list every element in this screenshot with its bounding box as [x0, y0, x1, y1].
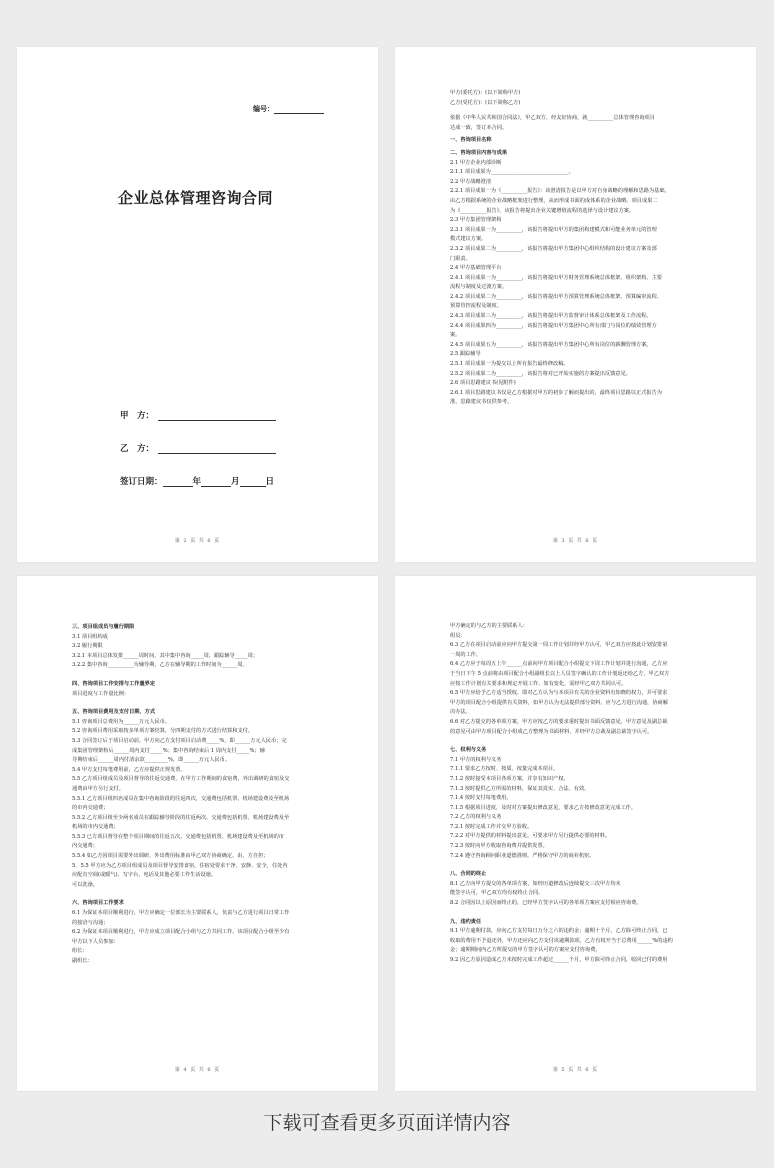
text-line: 预算管控流程及制度。 [450, 303, 502, 310]
text-line: 5.2 咨询项目费用采取按多单项方案结算，分四期支付的方式进行结算和支付。 [72, 728, 254, 735]
year-blank [163, 477, 193, 487]
section-heading: 三、项目组成员与履行期限 [72, 624, 135, 630]
text-line: 5.5.2 乙方项目组至少两名成员在跟踪辅导阶段的往返两次，交通费包括机票、机场建设费及至 [72, 814, 290, 821]
text-line: 2.5.2 项目成果二为__________，该报告将对已开始实施的方案提出反馈意见。 [450, 370, 631, 377]
section-heading: 一、咨询项目名称 [450, 137, 492, 144]
page-footer: 第 3 页 共 6 页 [552, 538, 599, 544]
text-line: 2.6.1 项目思路建议书仅是乙方根据对甲方的初步了解而提出的，最终项目思路以正式报告为 [450, 389, 662, 396]
paragraph-gap [72, 671, 356, 677]
text-line: 2.4.3 项目成果三为__________，该报告将提出甲方监督审计体系总体框架及工作流程。 [450, 313, 652, 320]
text-line: 5.5.4 如乙方因项目需要外出调研，外出费用标准由甲乙双方协商确定，由，方自担； [72, 853, 269, 860]
contract-cover-page [17, 47, 378, 562]
text-line: 的接洽与沟通； [72, 919, 109, 926]
text-line: 2.5.1 项目成果一为提交以上所有报告最终修改稿。 [450, 361, 569, 368]
text-line: 案。 [450, 332, 461, 339]
contract-title: 企业总体管理咨询合同 [118, 189, 274, 207]
text-line: 成集团管理架构后______周内支付_____%；集中咨询结束后 1 周内支付_____%；辅 [72, 747, 265, 754]
text-line: 5.5.1 乙方项目组四名成员在集中咨询阶段的往返四次，交通费包括机票、机场建设费及至机场 [72, 795, 290, 802]
text-line: 7.2.2 对甲方提供的材料提出意见，可要求甲方另行提供必要的材料。 [450, 833, 611, 840]
contract-number-label: 编号： [253, 104, 274, 113]
text-line: 甲方的项目配合小组提供有关资料，如甲方认为无法提供部分资料，应与乙方进行沟通，协商解 [450, 699, 668, 706]
text-line: 5.5 乙方项目组成员及项目督导的往返交通费，在甲方工作期间的食宿费，外出调研的食宿及交 [72, 776, 290, 783]
text-line: 7.1.1 要求乙方按时、按质、按量完成本项目。 [450, 766, 559, 773]
year-label: 年 [192, 477, 202, 487]
text-line: 组员： [450, 632, 466, 639]
contract-page-3 [395, 47, 756, 562]
section-heading: 六、咨询项目工作要求 [72, 900, 124, 907]
text-line: 甲方确定的与乙方的主要联系人： [450, 623, 528, 629]
text-line: 收取的费用不予退还外，甲方还应向乙方支付该逾期款项，乙方有权开当于总费用______%的违约 [450, 937, 673, 944]
text-line: 组长： [72, 948, 88, 955]
page-5-content [450, 622, 734, 966]
party-a-label: 甲 方： [120, 411, 155, 421]
text-line: 7.1.3 按时提供乙方所需的材料，保证其真实、合法、有效。 [450, 785, 590, 792]
contract-number-field [253, 104, 324, 114]
text-line: 能签字认可，甲乙双方均有权终止合同。 [450, 890, 544, 897]
text-line: 甲方以下人员参加： [72, 938, 119, 945]
text-line: 应按工作计划有关要求和规定开展工作。如有变化，需经甲乙双方共同认可。 [450, 680, 627, 687]
text-line: 2.2 甲方战略澄清 [450, 178, 492, 185]
text-line: 5.1 咨询项目总费用为______万元人民币。 [72, 718, 171, 725]
text-line: 7.2.3 按时向甲方收取咨询费并提供发票。 [450, 843, 548, 850]
text-line: 一周的工作。 [450, 651, 482, 658]
text-line: 6.2 为保证本项目顺利进行，甲方应成立项目配合小组与乙方共同工作。该项目配合小组至少有 [72, 929, 290, 936]
sign-date-line [120, 475, 274, 487]
paragraph-gap [450, 737, 734, 743]
page-footer: 第 4 页 共 6 页 [174, 1067, 221, 1073]
text-line: 2.1.1 项目成果为______________________________。 [450, 169, 574, 176]
text-line: 6.6 对乙方提交的各单项方案，甲方应按乙方的要求重时提出书面反馈意见，甲方意见及副总裁 [450, 718, 668, 725]
party-b-label: 乙 方： [120, 444, 155, 454]
text-line: 由乙方根据系统的企业战略框架进行整理，从而形成书面的成体系的企业战略。项目成果二 [450, 197, 658, 204]
text-line: 决办法。 [450, 709, 471, 716]
party-b-line [120, 442, 276, 454]
text-line: 的意见可由甲方项目配合小组成乙方整理为书面材料，并经甲方总裁及副总裁签字认可。 [450, 728, 653, 735]
text-line: 项目进度与工作量比例： [72, 690, 130, 697]
section-heading: 五、咨询项目费用及支付日期、方式 [72, 709, 156, 716]
day-blank [240, 477, 266, 487]
text-line: 的市内交通费； [72, 805, 109, 812]
text-line: 2.4.2 项目成果二为__________，该报告将提出甲方预算管理系统总体框架、预算编审流程、 [450, 293, 662, 300]
text-line: 7.1 甲方的权利与义务 [450, 756, 502, 763]
text-line: 8.1 乙方向甲方提交的各单项方案，如经历道修改后连续提交三次甲方均未 [450, 880, 621, 887]
text-line: 2.3.2 项目成果二为__________，该报告将提出甲方集团中心组织结构的设计建议方案及部 [450, 245, 657, 252]
text-line: 3.2.1 本项目总体发排______周时间，其中集中咨询_____周，跟踪辅导_____周； [72, 652, 259, 659]
text-line: 6.5 甲方应给予乙方适当授权，即对乙方认为与本项目有关的企业资料有知晓的权力，并可要求 [450, 690, 668, 697]
text-line: 6.1 为保证本项目顺利进行，甲方应确定一位部长为主要联系人，负责与乙方进行项目日常工作 [72, 910, 290, 917]
section-heading: 九、违约责任 [450, 918, 482, 925]
text-line: 准。思路建议书仅供参考。 [450, 399, 513, 406]
text-line: 7.2.1 按时完成工作并交甲方验收。 [450, 823, 533, 830]
text-line: 2.3.1 项目成果一为__________，该报告将提出甲方的集团构建模式和可能业务单元的管理 [450, 226, 657, 233]
text-line: 机场的市内交通费； [72, 824, 119, 831]
text-line: 乙方(受托方)：(以下简称乙方) [450, 99, 521, 106]
text-line: 2.6 项目思路建议书(见附件) [450, 380, 516, 387]
contract-page-5 [395, 576, 756, 1091]
text-line: 3.2.2 集中咨询__________为辅导期，乙方在辅导期的工作时间为______周。 [72, 662, 248, 669]
month-label: 月 [231, 477, 240, 487]
contract-number-blank [274, 105, 324, 114]
text-line: 5.4 甲方支付每笔费用前，乙方应提供正规发票。 [72, 766, 186, 773]
text-line: 7.2.4 遵守咨询顾问职业道德准则，严格保守甲方的商业机密。 [450, 852, 595, 859]
text-line: 2.1 甲方企业内部诊断 [450, 159, 502, 166]
text-line: 2.2.1 项目成果一为《__________报告》：该澄清报告是以甲方对自身战略的理解和思路为基础， [450, 188, 670, 195]
paragraph-gap [72, 699, 356, 705]
text-line: 2.4.1 项目成果一为__________，该报告将提出甲方财务管理系统总体框架、组织架构、主要 [450, 274, 662, 281]
text-line: 模式建议方案。 [450, 236, 487, 243]
text-line: 5.5.3 已方项目督导在整个项目期间的往返五次，交通费包括机票、机场建设费及至机场的市 [72, 833, 284, 840]
page-footer: 第 2 页 共 6 页 [174, 538, 221, 544]
download-caption: 下载可查看更多页面详情内容 [263, 1112, 511, 1134]
party-b-blank [158, 444, 276, 454]
text-line: 7.1.4 按时支付每笔费用。 [450, 795, 512, 802]
text-line: 2.5 跟踪辅导 [450, 351, 481, 358]
text-line: 6.4 乙方应于每周五上午______点前向甲方项目配合小组提交下周工作计划并进行沟通，乙方应 [450, 661, 668, 668]
section-heading: 二、咨询项目内容与成果 [450, 149, 508, 156]
text-line: 6.3 乙方在项目启动前应向甲方提交第一周工作计划并经甲方认可，甲乙双方应按此计划安排第 [450, 642, 668, 649]
paragraph-gap [450, 861, 734, 867]
page-footer: 第 5 页 共 6 页 [552, 1067, 599, 1073]
text-line: 9.1 甲方逾期付款，应向乙方支付每日万分之六的违约金；逾期十个月，乙方除可终止合同，已 [450, 928, 668, 935]
text-line: 8.2 合同因以上原因而终止的，已经甲方签字认可的各单项方案应支付相应咨询费。 [450, 900, 642, 907]
sign-date-label: 签订日期： [120, 477, 163, 487]
text-line: 为《__________报告》，该报告将提出企业关键增值流程的选择与设计建议方案。 [450, 207, 635, 214]
text-line: 7.2 乙方的权利与义务 [450, 814, 502, 821]
text-line: 副组长： [72, 958, 93, 964]
text-line: 2.4.4 项目成果四为__________，该报告将提出甲方集团中心所有部门与岗位的绩效管理方 [450, 322, 657, 329]
page-3-content [450, 89, 734, 408]
text-line: 可以洗澡。 [72, 881, 98, 888]
text-line: 7.1.2 按时接受本项目各项方案，并享有知识产权。 [450, 775, 569, 782]
page-4-content [72, 620, 356, 967]
paragraph-gap [72, 890, 356, 896]
text-line: 依据《中华人民共和国合同法》，甲乙双方，经友好协商，就__________总体管理咨询项目 [450, 115, 655, 122]
party-a-line [120, 409, 276, 421]
text-line: 内交通费； [72, 843, 98, 850]
text-line: 甲方(委托方)：(以下简称甲方) [450, 90, 521, 96]
section-heading: 七、权利与义务 [450, 747, 487, 754]
text-line: 门职责。 [450, 255, 471, 262]
text-line: 于当日下午 5 点前将由项目配合小组副组长以上人员签字确认的工作计划返还给乙方，甲乙双方 [450, 670, 670, 677]
month-blank [201, 477, 231, 487]
section-heading: 八、合同的终止 [450, 871, 487, 878]
paragraph-gap [450, 909, 734, 915]
text-line: 导期结束后______周内付清余款_________%，即______万元人民币。 [72, 757, 230, 764]
contract-page-4 [17, 576, 378, 1091]
text-line: 流程与制度及过渡方案。 [450, 284, 508, 291]
text-line: 2.4.5 项目成果五为__________，该报告将提出甲方集团中心所有岗位的薪酬管理方案。 [450, 341, 652, 348]
text-line: 3.2 履行期限 [72, 643, 103, 650]
text-line: 达成一致，签订本合同。 [450, 124, 508, 131]
text-line: 2.4 甲方基础管理平台 [450, 265, 502, 272]
text-line: 5．5.5 甲方应为乙方项目组成员及项目督导安排食宿，住宿处要求干净、安静、安全，住处内 [72, 862, 288, 869]
text-line: 7.1.5 根据项目进度，及时对方案提出修改意见，要求乙方按修改意见完成工作。 [450, 804, 637, 811]
text-line: 金；逾期期间内乙方所提交的甲方签字认可的方案应支付咨询费。 [450, 947, 601, 954]
text-line: 9.2 因乙方原因造成乙方未按时完成工作超过______个月，甲方除可终止合同，收回已付的费用 [450, 957, 668, 963]
day-label: 日 [265, 477, 275, 487]
text-line: 应配有空调(或暖气)、写字台、电话及其他必要工作生活设施。 [72, 872, 217, 879]
section-heading: 四、咨询项目工作安排与工作量界定 [72, 680, 156, 687]
text-line: 3.1 项目组构成 [72, 633, 108, 640]
text-line: 通费由甲方另行支付。 [72, 785, 124, 792]
text-line: 2.3 甲方集团管理架构 [450, 217, 502, 224]
text-line: 5.3 合同签订后于项目启动前，甲方向乙方支付项目启动费_____%，即______万元人民币；完 [72, 737, 287, 744]
party-a-blank [158, 411, 276, 421]
